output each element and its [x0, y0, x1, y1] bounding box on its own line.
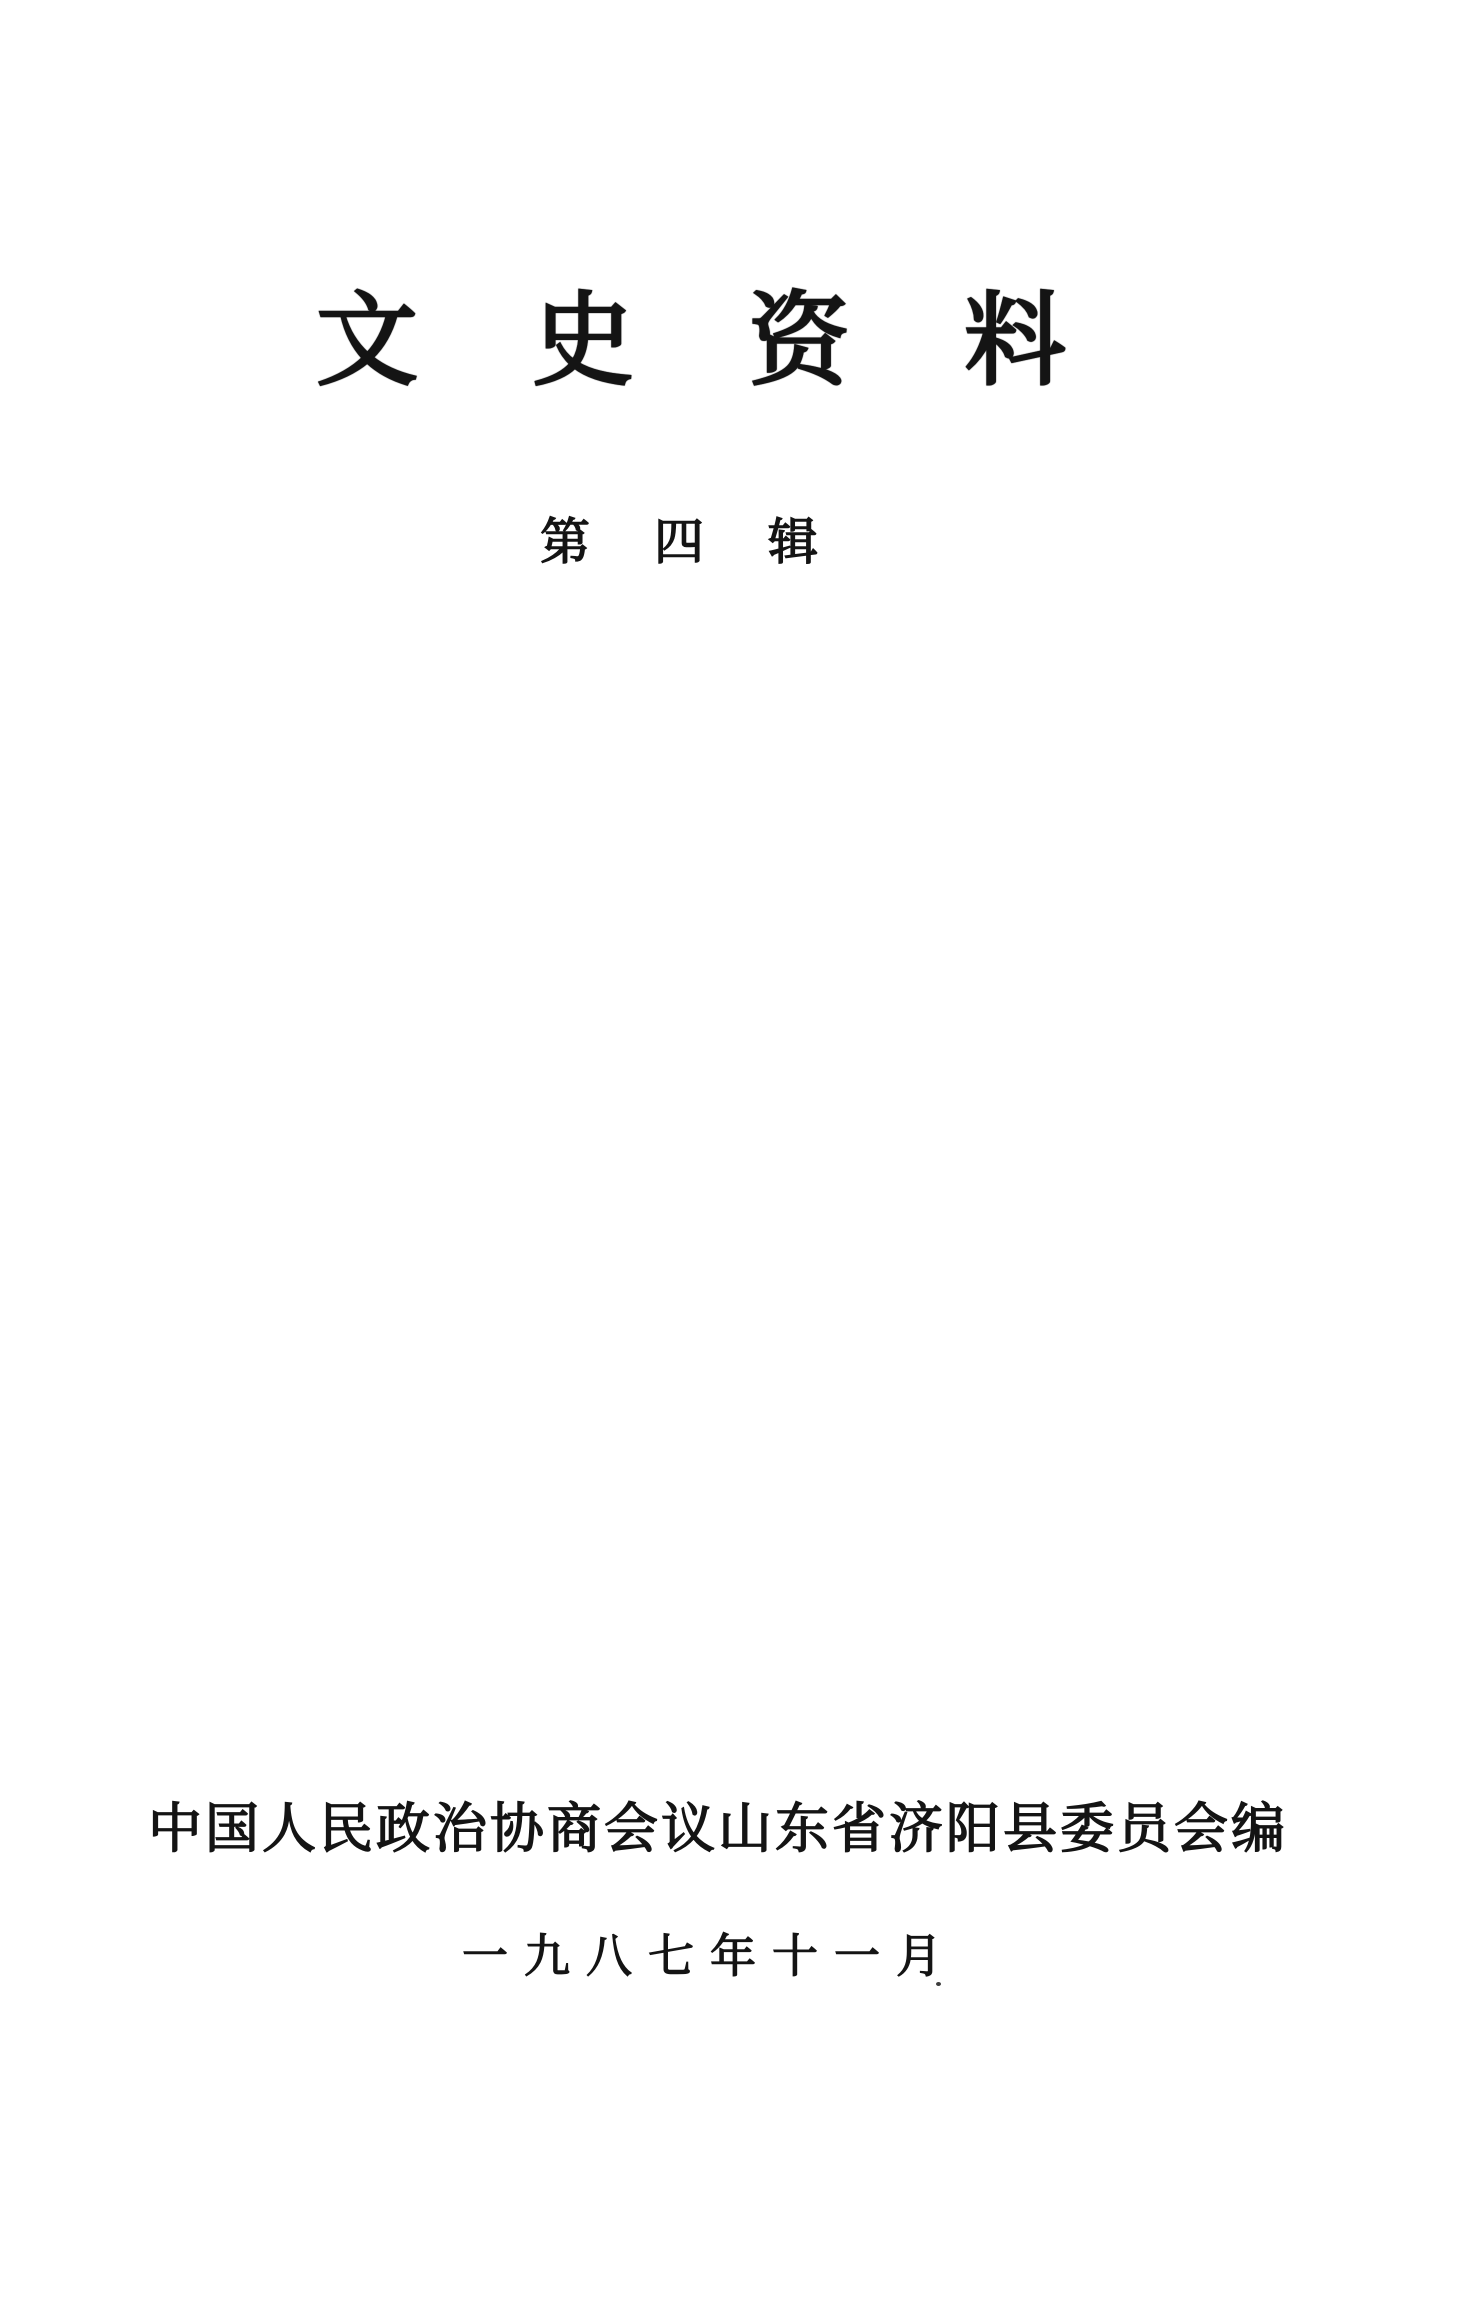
publisher-line: 中国人民政治协商会议山东省济阳县委员会编	[148, 1799, 1288, 1859]
publication-date-line: 一九八七年十一月	[462, 1931, 958, 1982]
scan-speck	[936, 1982, 941, 1986]
volume-subtitle: 第四辑	[540, 514, 882, 570]
book-title: 文史资料	[316, 286, 1180, 399]
